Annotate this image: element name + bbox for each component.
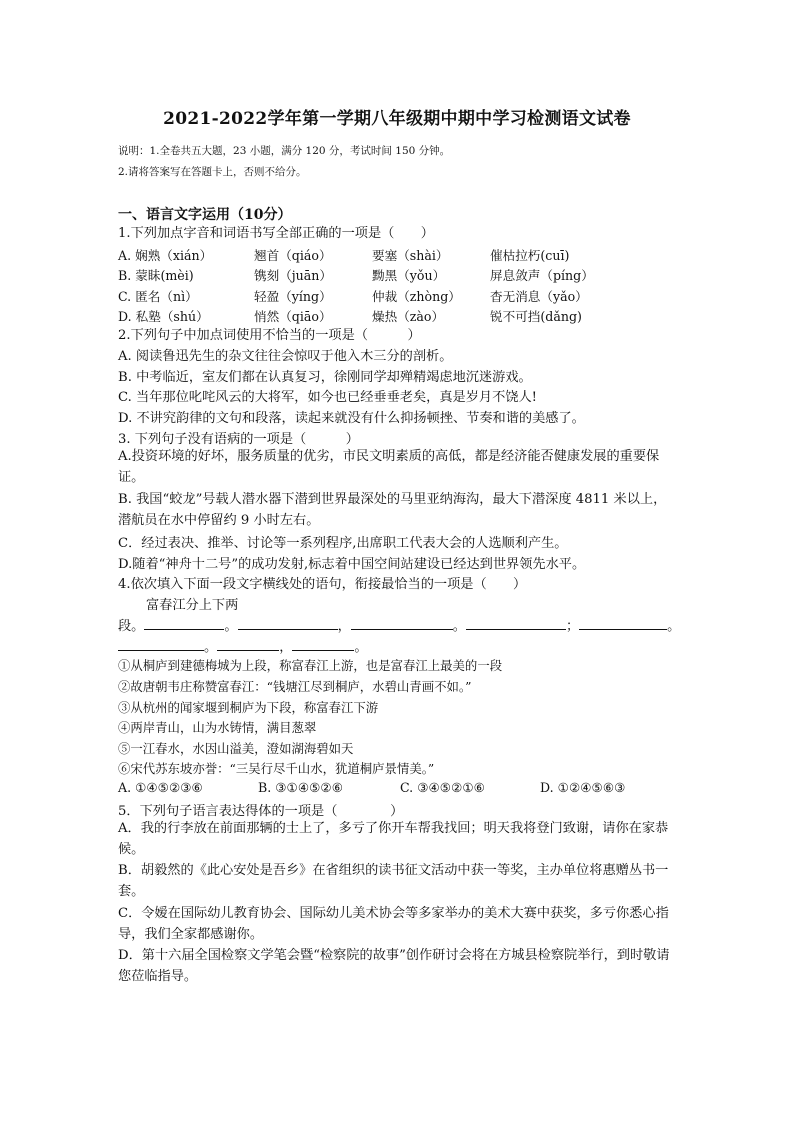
fill-blank [466, 616, 566, 630]
question-4-sentence-3: ③从杭州的闻家堰到桐庐为下段，称富春江下游 [118, 700, 379, 715]
option-cell: 翘首（qiáo） [254, 248, 332, 263]
question-3-option-d: D.随着“神舟十二号”的成功发射,标志着中国空间站建设已经达到世界领先水平。 [118, 557, 586, 572]
passage-punct: 。 [204, 640, 218, 655]
choice-b: B. ③①④⑤②⑥ [258, 780, 344, 795]
instructions-line-2: 2.请将答案写在答题卡上，否则不给分。 [118, 166, 307, 178]
question-5-option-d: D．第十六届全国检察文学笔会暨“检察院的故事”创作研讨会将在方城县检察院举行，到时敬请您莅临指导。 [118, 948, 670, 984]
question-4-sentence-6: ⑥宋代苏东坡亦誉：“三吴行尽千山水，犹道桐庐景情美。” [118, 761, 435, 776]
question-2-option-b: B. 中考临近，室友们都在认真复习，徐刚同学却殚精竭虑地沉迷游戏。 [118, 370, 532, 385]
question-1-row-c [118, 286, 678, 306]
question-1-row-d [118, 306, 678, 326]
passage-punct: 。 [667, 619, 681, 634]
question-5-stem: 5．下列句子语言表达得体的一项是（ ） [118, 804, 404, 819]
option-cell: 催枯拉朽(cuī) [490, 248, 570, 263]
question-3-option-c: C．经过表决、推举、讨论等一系列程序,出席职工代表大会的人选顺利产生。 [118, 536, 568, 551]
fill-blank [238, 616, 338, 630]
question-3-option-a: A.投资环境的好坏，服务质量的优劣，市民文明素质的高低，都是经济能否健康发展的重要保证。 [118, 449, 660, 485]
option-cell: 屏息敛声（píng） [490, 268, 594, 283]
option-cell: D. 私塾（shú） [118, 309, 209, 324]
passage-punct: 。 [224, 619, 238, 634]
question-2-stem: 2.下列句子中加点词使用不恰当的一项是（ ） [118, 328, 421, 343]
question-4-choices [118, 780, 678, 800]
question-3-option-b: B. 我国“蛟龙”号载人潜水器下潜到世界最深处的马里亚纳海沟，最大下潜深度 4811 米以上，潜航员在水中停留约 9 小时左右。 [118, 492, 667, 528]
question-2-option-d: D. 不讲究韵律的文句和段落，读起来就没有什么抑扬顿挫、节奏和谐的美感了。 [118, 411, 585, 426]
question-5-option-b: B．胡毅然的《此心安处是吾乡》在省组织的读书征文活动中获一等奖，主办单位将惠赠丛书一套。 [118, 863, 669, 899]
question-4-blanks-line-2 [118, 636, 678, 655]
question-4-stem: 4.依次填入下面一段文字横线处的语句，衔接最恰当的一项是（ ） [118, 577, 527, 592]
choice-c: C. ③④⑤②①⑥ [400, 780, 485, 795]
question-1-stem: 1.下列加点字音和词语书写全部正确的一项是（ ） [118, 226, 434, 241]
fill-blank [292, 637, 354, 651]
question-3-stem: 3. 下列句子没有语病的一项是（ ） [118, 432, 359, 447]
question-5-option-c: C．令嫒在国际幼儿教育协会、国际幼儿美术协会等多家举办的美术大赛中获奖，多亏你悉心指导，我们全家都感谢你。 [118, 906, 669, 942]
passage-text: 段。 [118, 619, 145, 634]
option-cell: 燥热（zào） [372, 309, 445, 324]
option-cell: 锐不可挡(dǎng) [490, 309, 582, 324]
question-1-row-b [118, 265, 678, 285]
question-4-sentence-4: ④两岸青山，山为水铸情，满目葱翠 [118, 720, 317, 735]
question-2-option-a: A. 阅读鲁迅先生的杂文往往会惊叹于他入木三分的剖析。 [118, 349, 453, 364]
fill-blank [351, 616, 453, 630]
question-5-option-a: A．我的行李放在前面那辆的士上了，多亏了你开车帮我找回；明天我将登门致谢，请你在家恭候。 [118, 821, 669, 857]
question-4-passage-intro: 富春江分上下两 [146, 598, 239, 613]
option-cell: 镌刻（juān） [254, 268, 333, 283]
fill-blank [118, 637, 204, 651]
option-cell: 仲裁（zhòng） [372, 289, 461, 304]
question-4-sentence-1: ①从桐庐到建德梅城为上段，称富春江上游，也是富春江上最美的一段 [118, 658, 503, 673]
question-4-blanks-line-1 [118, 615, 681, 634]
option-cell: 杳无消息（yǎo） [490, 289, 588, 304]
passage-punct: ， [279, 640, 293, 655]
option-cell: 要塞（shài） [372, 248, 449, 263]
passage-punct: 。 [452, 619, 466, 634]
question-4-sentence-2: ②故唐朝韦庄称赞富春江：“钱塘江尽到桐庐，水碧山青画不如。” [118, 679, 472, 694]
choice-d: D. ①②④⑤⑥③ [540, 780, 626, 795]
instructions-line-1: 说明：1.全卷共五大题，23 小题，满分 120 分，考试时间 150 分钟。 [118, 145, 451, 157]
question-4-sentence-5: ⑤一江春水，水因山溢美，澄如湖海碧如天 [118, 741, 354, 756]
exam-title: 2021-2022学年第一学期八年级期中期中学习检测语文试卷 [163, 109, 631, 129]
passage-punct: ； [565, 619, 580, 634]
option-cell: 悄然（qiāo） [254, 309, 332, 324]
section-heading: 一、语言文字运用（10分） [118, 207, 292, 223]
option-cell: C. 匿名（nì） [118, 289, 198, 304]
option-cell: 轻盈（yíng） [254, 289, 332, 304]
option-cell: A. 娴熟（xián） [118, 248, 213, 263]
option-cell: 黝黑（yǒu） [372, 268, 446, 283]
question-1-row-a [118, 245, 678, 265]
fill-blank [579, 616, 667, 630]
fill-blank [217, 637, 279, 651]
passage-punct: 。 [354, 640, 368, 655]
option-cell: B. 蒙眛(mèi) [118, 268, 194, 283]
passage-punct: ， [337, 619, 351, 634]
choice-a: A. ①④⑤②③⑥ [118, 780, 203, 795]
fill-blank [144, 616, 224, 630]
question-2-option-c: C. 当年那位叱咤风云的大将军，如今也已经垂垂老矣，真是岁月不饶人! [118, 390, 537, 405]
